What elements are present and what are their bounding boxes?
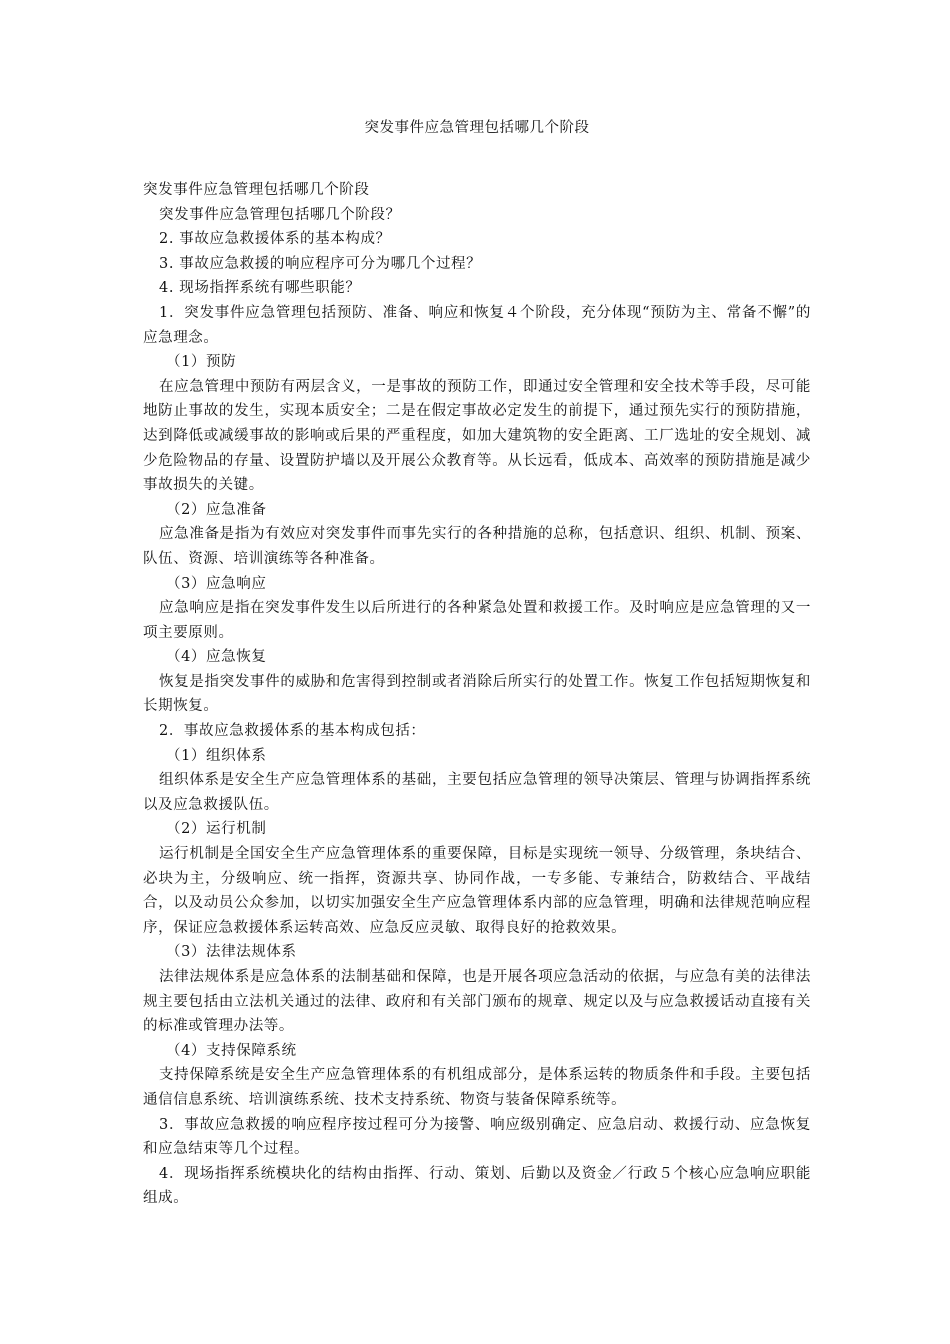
- paragraph: （4）支持保障系统: [166, 1042, 297, 1059]
- paragraph: 2. 事故应急救援体系的基本构成？: [159, 231, 391, 248]
- paragraph: （1）预防: [166, 354, 237, 371]
- paragraph: 3．事故应急救援的响应程序按过程可分为接警、响应级别确定、应急启动、救援行动、应急恢复和应急结束等几个过程。: [143, 1116, 811, 1158]
- paragraph: （3）应急响应: [166, 575, 267, 592]
- document-page: [143, 118, 811, 1211]
- paragraph: 在应急管理中预防有两层含义，一是事故的预防工作，即通过安全管理和安全技术等手段，尽可能地防止事故的发生，实现本质安全；二是在假定事故必定发生的前提下，通过预先实行的预防措施，达到降低或减缓事故的影响或后果的严重程度，如加大建筑物的安全距离、工厂选址的安全规划、减少危险物品的存量、设置防护墙以及开展公众教育等。从长远看，低成本、高效率的预防措施是减少事故损失的关键。: [143, 378, 811, 494]
- document-title: 突发事件应急管理包括哪几个阶段: [364, 120, 590, 136]
- paragraph: 应急准备是指为有效应对突发事件而事先实行的各种措施的总称，包括意识、组织、机制、预案、队伍、资源、培训演练等各种准备。: [143, 526, 811, 567]
- paragraph: 1．突发事件应急管理包括预防、准备、响应和恢复４个阶段，充分体现“预防为主、常备不懈”的应急理念。: [143, 304, 811, 346]
- paragraph: 应急响应是指在突发事件发生以后所进行的各种紧急处置和救援工作。及时响应是应急管理的又一项主要原则。: [143, 600, 811, 641]
- paragraph: 运行机制是全国安全生产应急管理体系的重要保障，目标是实现统一领导、分级管理，条块结合、必块为主，分级响应、统一指挥，资源共享、协同作战，一专多能、专兼结合，防救结合、平战结合，以及动员公众参加，以切实加强安全生产应急管理体系内部的应急管理，明确和法律规范响应程序，保证应急救援体系运转高效、应急反应灵敏、取得良好的抢救效果。: [143, 846, 811, 936]
- paragraph: （4）应急恢复: [166, 649, 267, 666]
- paragraph: 恢复是指突发事件的威胁和危害得到控制或者消除后所实行的处置工作。恢复工作包括短期恢复和长期恢复。: [143, 673, 811, 715]
- paragraph: （3）法律法规体系: [166, 944, 297, 961]
- paragraph: 突发事件应急管理包括哪几个阶段？: [159, 206, 401, 223]
- paragraph: 3. 事故应急救援的响应程序可分为哪几个过程？: [159, 255, 482, 272]
- paragraph: （2）运行机制: [166, 821, 267, 838]
- paragraph: （1）组织体系: [166, 747, 267, 764]
- paragraph: 支持保障系统是安全生产应急管理体系的有机组成部分，是体系运转的物质条件和手段。主要包括通信信息系统、培训演练系统、技术支持系统、物资与装备保障系统等。: [143, 1067, 811, 1108]
- paragraph: 4. 现场指挥系统有哪些职能？: [159, 280, 361, 297]
- paragraph: 组织体系是安全生产应急管理体系的基础，主要包括应急管理的领导决策层、管理与协调指挥系统以及应急救援队伍。: [143, 772, 811, 813]
- paragraph: （2）应急准备: [166, 501, 267, 518]
- paragraph: 4．现场指挥系统模块化的结构由指挥、行动、策划、后勤以及资金／行政５个核心应急响应职能组成。: [143, 1165, 811, 1207]
- document-body: [143, 178, 811, 1211]
- paragraph: 法律法规体系是应急体系的法制基础和保障，也是开展各项应急活动的依据，与应急有美的法律法规主要包括由立法机关通过的法律、政府和有关部门颁布的规章、规定以及与应急救援话动直接有关的标准或管理办法等。: [143, 969, 811, 1035]
- paragraph: 突发事件应急管理包括哪几个阶段: [143, 182, 370, 198]
- paragraph: 2．事故应急救援体系的基本构成包括：: [159, 723, 426, 740]
